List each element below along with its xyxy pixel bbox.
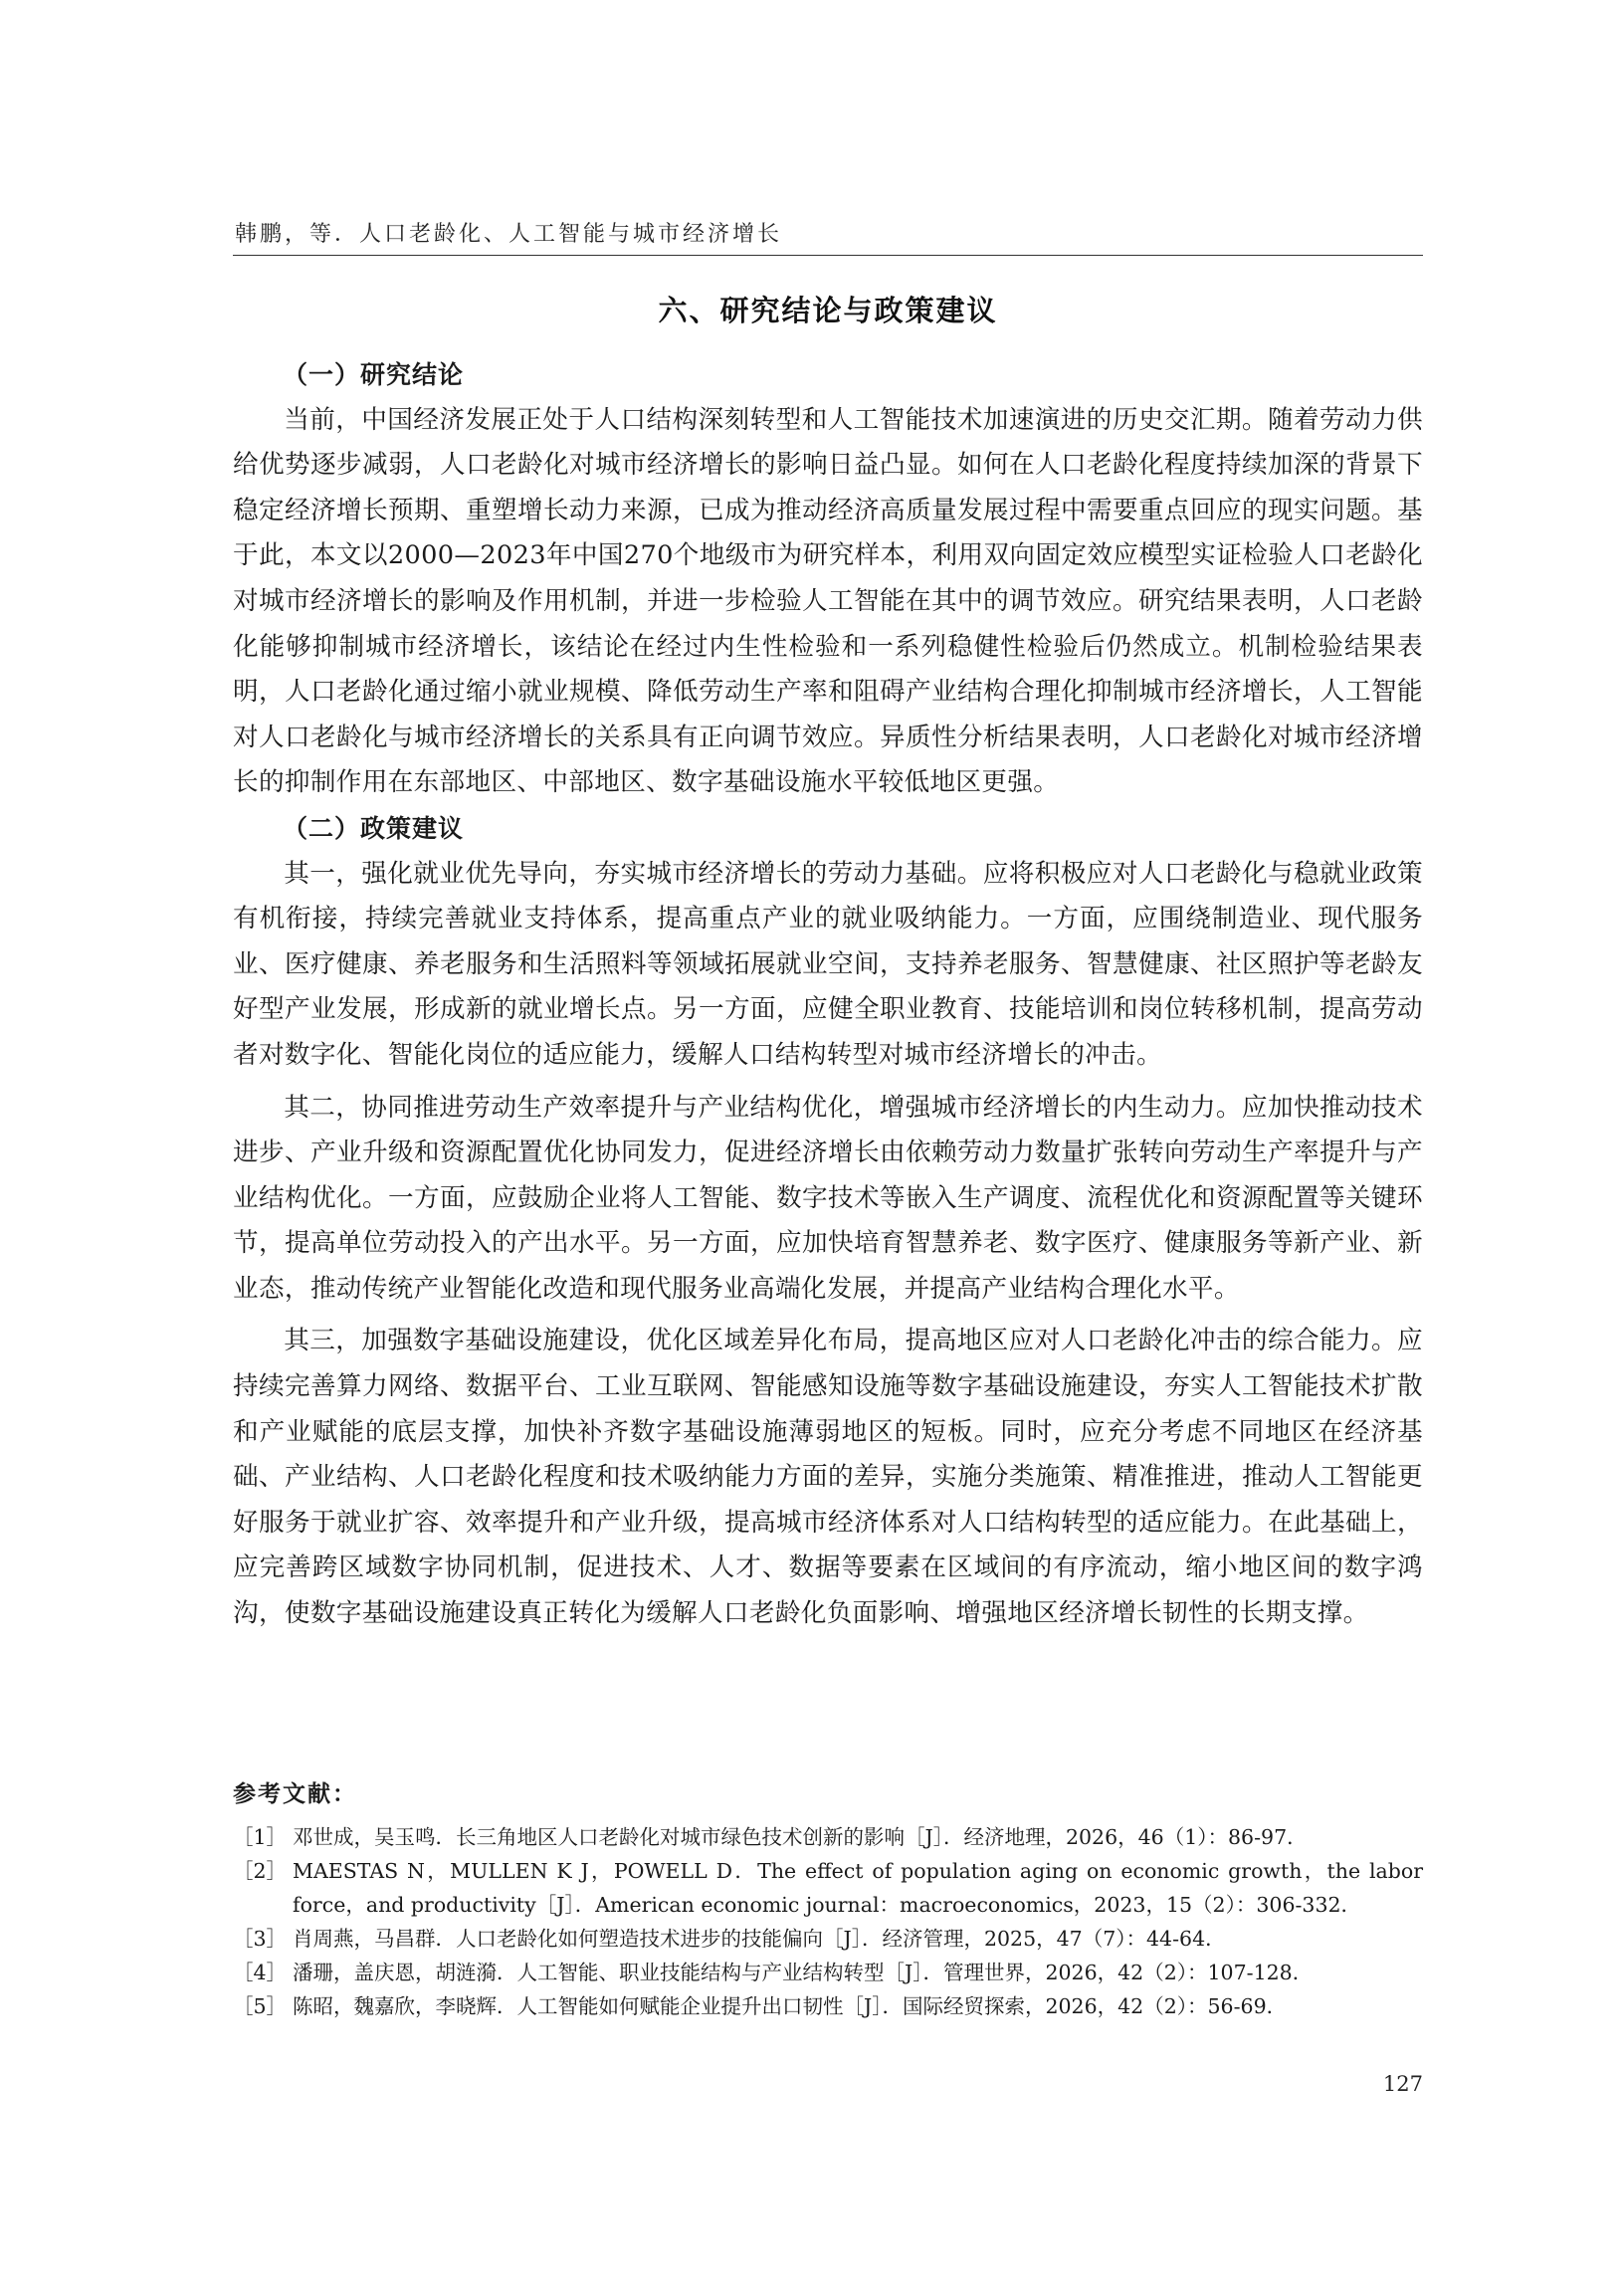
section-title: 六、研究结论与政策建议 bbox=[658, 294, 998, 327]
subsection-heading-policy: （二）政策建议 bbox=[283, 813, 465, 843]
reference-number: ［4］ bbox=[233, 1961, 288, 1984]
reference-number: ［1］ bbox=[233, 1825, 288, 1849]
paragraph-policy-1: 其一，强化就业优先导向，夯实城市经济增长的劳动力基础。应将积极应对人口老龄化与稳就业政策有机衔接，持续完善就业支持体系，提高重点产业的就业吸纳能力。一方面，应围绕制造业、现代服务业、医疗健康、养老服务和生活照料等领域拓展就业空间，支持养老服务、智慧健康、社区照护等老龄友好型产业发展，形成新的就业增长点。另一方面，应健全职业教育、技能培训和岗位转移机制，提高劳动者对数字化、智能化岗位的适应能力，缓解人口结构转型对城市经济增长的冲击。 bbox=[233, 858, 1423, 1070]
reference-item bbox=[233, 1820, 1423, 1854]
reference-text: 邓世成，吴玉鸣．长三角地区人口老龄化对城市绿色技术创新的影响［J］．经济地理，2026，46（1）：86-97． bbox=[293, 1825, 1308, 1849]
article-body bbox=[233, 352, 1423, 1637]
reference-number: ［3］ bbox=[233, 1927, 288, 1951]
page-number: 127 bbox=[1382, 2072, 1423, 2096]
paragraph-conclusions: 当前，中国经济发展正处于人口结构深刻转型和人工智能技术加速演进的历史交汇期。随着劳动力供给优势逐步减弱，人口老龄化对城市经济增长的影响日益凸显。如何在人口老龄化程度持续加深的背景下稳定经济增长预期、重塑增长动力来源，已成为推动经济高质量发展过程中需要重点回应的现实问题。基于此，本文以2000—2023年中国270个地级市为研究样本，利用双向固定效应模型实证检验人口老龄化对城市经济增长的影响及作用机制，并进一步检验人工智能在其中的调节效应。研究结果表明，人口老龄化能够抑制城市经济增长，该结论在经过内生性检验和一系列稳健性检验后仍然成立。机制检验结果表明，人口老龄化通过缩小就业规模、降低劳动生产率和阻碍产业结构合理化抑制城市经济增长，人工智能对人口老龄化与城市经济增长的关系具有正向调节效应。异质性分析结果表明，人口老龄化对城市经济增长的抑制作用在东部地区、中部地区、数字基础设施水平较低地区更强。 bbox=[233, 404, 1423, 798]
references-section bbox=[233, 1775, 1423, 2023]
running-header: 韩鹏，等．人口老龄化、人工智能与城市经济增长 bbox=[235, 222, 783, 247]
reference-item bbox=[233, 1922, 1423, 1956]
paragraph-policy-2: 其二，协同推进劳动生产效率提升与产业结构优化，增强城市经济增长的内生动力。应加快推动技术进步、产业升级和资源配置优化协同发力，促进经济增长由依赖劳动力数量扩张转向劳动生产率提升与产业结构优化。一方面，应鼓励企业将人工智能、数字技术等嵌入生产调度、流程优化和资源配置等关键环节，提高单位劳动投入的产出水平。另一方面，应加快培育智慧养老、数字医疗、健康服务等新产业、新业态，推动传统产业智能化改造和现代服务业高端化发展，并提高产业结构合理化水平。 bbox=[233, 1092, 1423, 1304]
reference-text: 肖周燕，马昌群．人口老龄化如何塑造技术进步的技能偏向［J］．经济管理，2025，47（7）：44-64． bbox=[293, 1927, 1226, 1951]
reference-text: 陈昭，魏嘉欣，李晓辉．人工智能如何赋能企业提升出口韧性［J］．国际经贸探索，2026，42（2）：56-69． bbox=[293, 1994, 1288, 2018]
paragraph-policy-3: 其三，加强数字基础设施建设，优化区域差异化布局，提高地区应对人口老龄化冲击的综合能力。应持续完善算力网络、数据平台、工业互联网、智能感知设施等数字基础设施建设，夯实人工智能技术扩散和产业赋能的底层支撑，加快补齐数字基础设施薄弱地区的短板。同时，应充分考虑不同地区在经济基础、产业结构、人口老龄化程度和技术吸纳能力方面的差异，实施分类施策、精准推进，推动人工智能更好服务于就业扩容、效率提升和产业升级，提高城市经济体系对人口结构转型的适应能力。在此基础上，应完善跨区域数字协同机制，促进技术、人才、数据等要素在区域间的有序流动，缩小地区间的数字鸿沟，使数字基础设施建设真正转化为缓解人口老龄化负面影响、增强地区经济增长韧性的长期支撑。 bbox=[233, 1326, 1423, 1629]
reference-text: MAESTAS N，MULLEN K J，POWELL D．The effect of population aging on economic growth，the labor force，and productivity［J］．American economic journal：macroeconomics，2023，15（2）：306-332． bbox=[293, 1859, 1423, 1917]
reference-number: ［2］ bbox=[233, 1859, 288, 1883]
references-heading: 参考文献： bbox=[233, 1781, 357, 1807]
reference-number: ［5］ bbox=[233, 1994, 288, 2018]
reference-item bbox=[233, 1956, 1423, 1989]
subsection-heading-conclusions: （一）研究结论 bbox=[283, 360, 465, 389]
reference-text: 潘珊，盖庆恩，胡涟漪．人工智能、职业技能结构与产业结构转型［J］．管理世界，2026，42（2）：107-128． bbox=[293, 1961, 1314, 1984]
reference-item bbox=[233, 1989, 1423, 2023]
reference-item bbox=[233, 1854, 1423, 1922]
header-rule bbox=[233, 255, 1423, 256]
